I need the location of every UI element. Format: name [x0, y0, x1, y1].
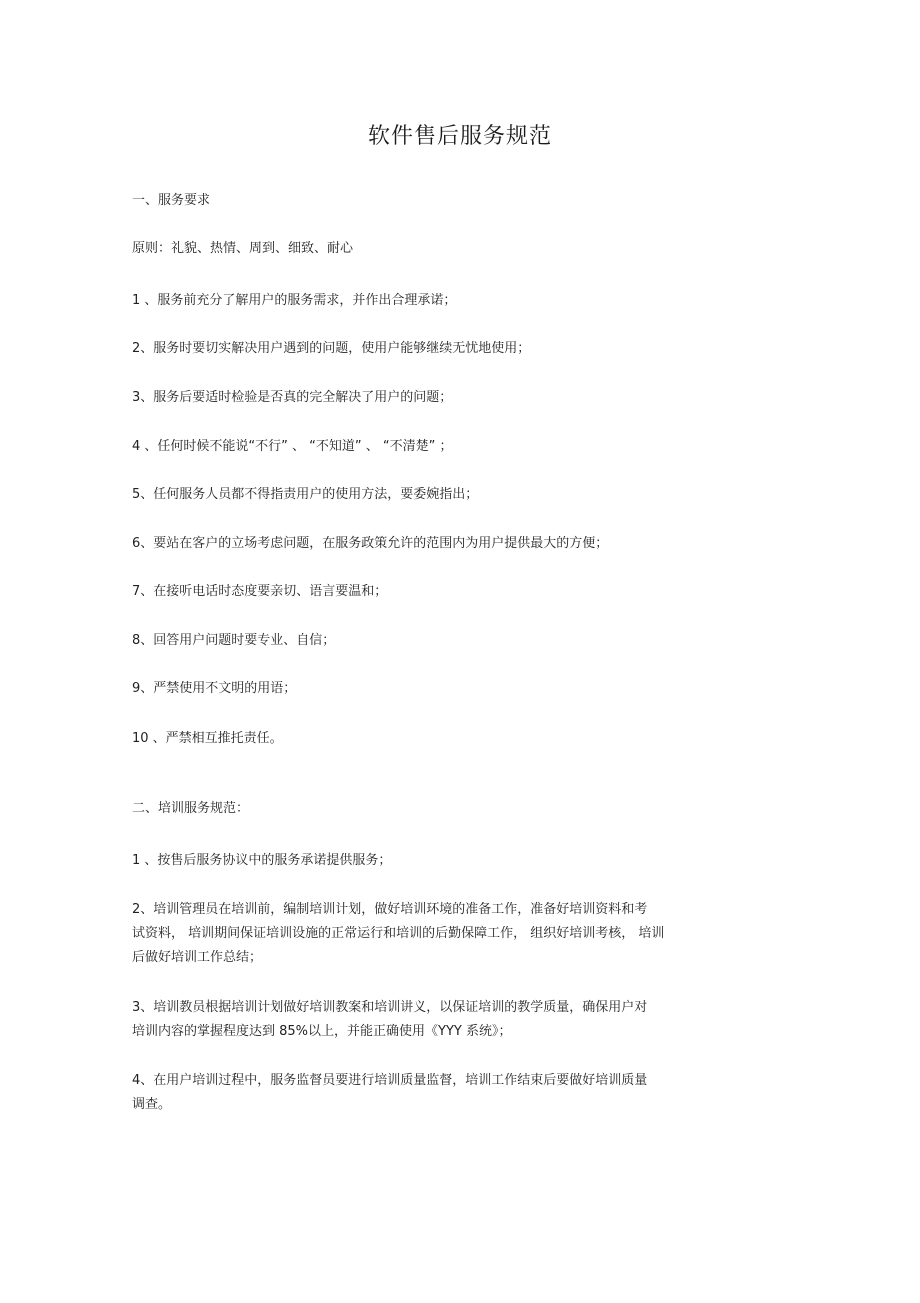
- training-item-4-line-2: 调查。: [132, 1097, 172, 1112]
- training-item-2-line-3: 后做好培训工作总结；: [132, 950, 263, 965]
- training-item-2-line-1: 2、培训管理员在培训前，编制培训计划，做好培训环境的准备工作，准备好培训资料和考: [132, 902, 648, 917]
- section1-principle: 原则：礼貌、热情、周到、细致、耐心: [132, 241, 354, 256]
- requirement-item-7: 7、在接听电话时态度要亲切、语言要温和；: [132, 584, 388, 599]
- requirement-item-1: 1 、服务前充分了解用户的服务需求，并作出合理承诺；: [132, 293, 457, 308]
- section1-heading: 一、服务要求: [132, 193, 211, 208]
- requirement-item-2: 2、服务时要切实解决用户遇到的问题，使用户能够继续无忧地使用；: [132, 341, 531, 356]
- document-title: 软件售后服务规范: [367, 124, 552, 149]
- requirement-item-3: 3、服务后要适时检验是否真的完全解决了用户的问题；: [132, 390, 453, 405]
- requirement-item-10: 10 、严禁相互推托责任。: [132, 731, 283, 746]
- training-item-2-line-2: 试资料， 培训期间保证培训设施的正常运行和培训的后勤保障工作， 组织好培训考核， 培训: [132, 926, 665, 941]
- requirement-item-8: 8、回答用户问题时要专业、自信；: [132, 633, 336, 648]
- requirement-item-9: 9、严禁使用不文明的用语；: [132, 681, 297, 696]
- requirement-item-5: 5、任何服务人员都不得指责用户的使用方法，要委婉指出；: [132, 487, 479, 502]
- requirement-item-6: 6、要站在客户的立场考虑问题，在服务政策允许的范围内为用户提供最大的方便；: [132, 536, 609, 551]
- training-item-3-line-2: 培训内容的掌握程度达到 85%以上，并能正确使用《YYY 系统》；: [132, 1024, 512, 1039]
- requirement-item-4: 4 、任何时候不能说“不行” 、 “不知道” 、 “不清楚” ；: [132, 439, 453, 454]
- section2-heading: 二、培训服务规范：: [132, 801, 250, 816]
- training-item-1: 1 、按售后服务协议中的服务承诺提供服务；: [132, 853, 392, 868]
- training-item-3-line-1: 3、培训教员根据培训计划做好培训教案和培训讲义，以保证培训的教学质量，确保用户对: [132, 1000, 648, 1015]
- training-item-4-line-1: 4、在用户培训过程中，服务监督员要进行培训质量监督，培训工作结束后要做好培训质量: [132, 1073, 648, 1088]
